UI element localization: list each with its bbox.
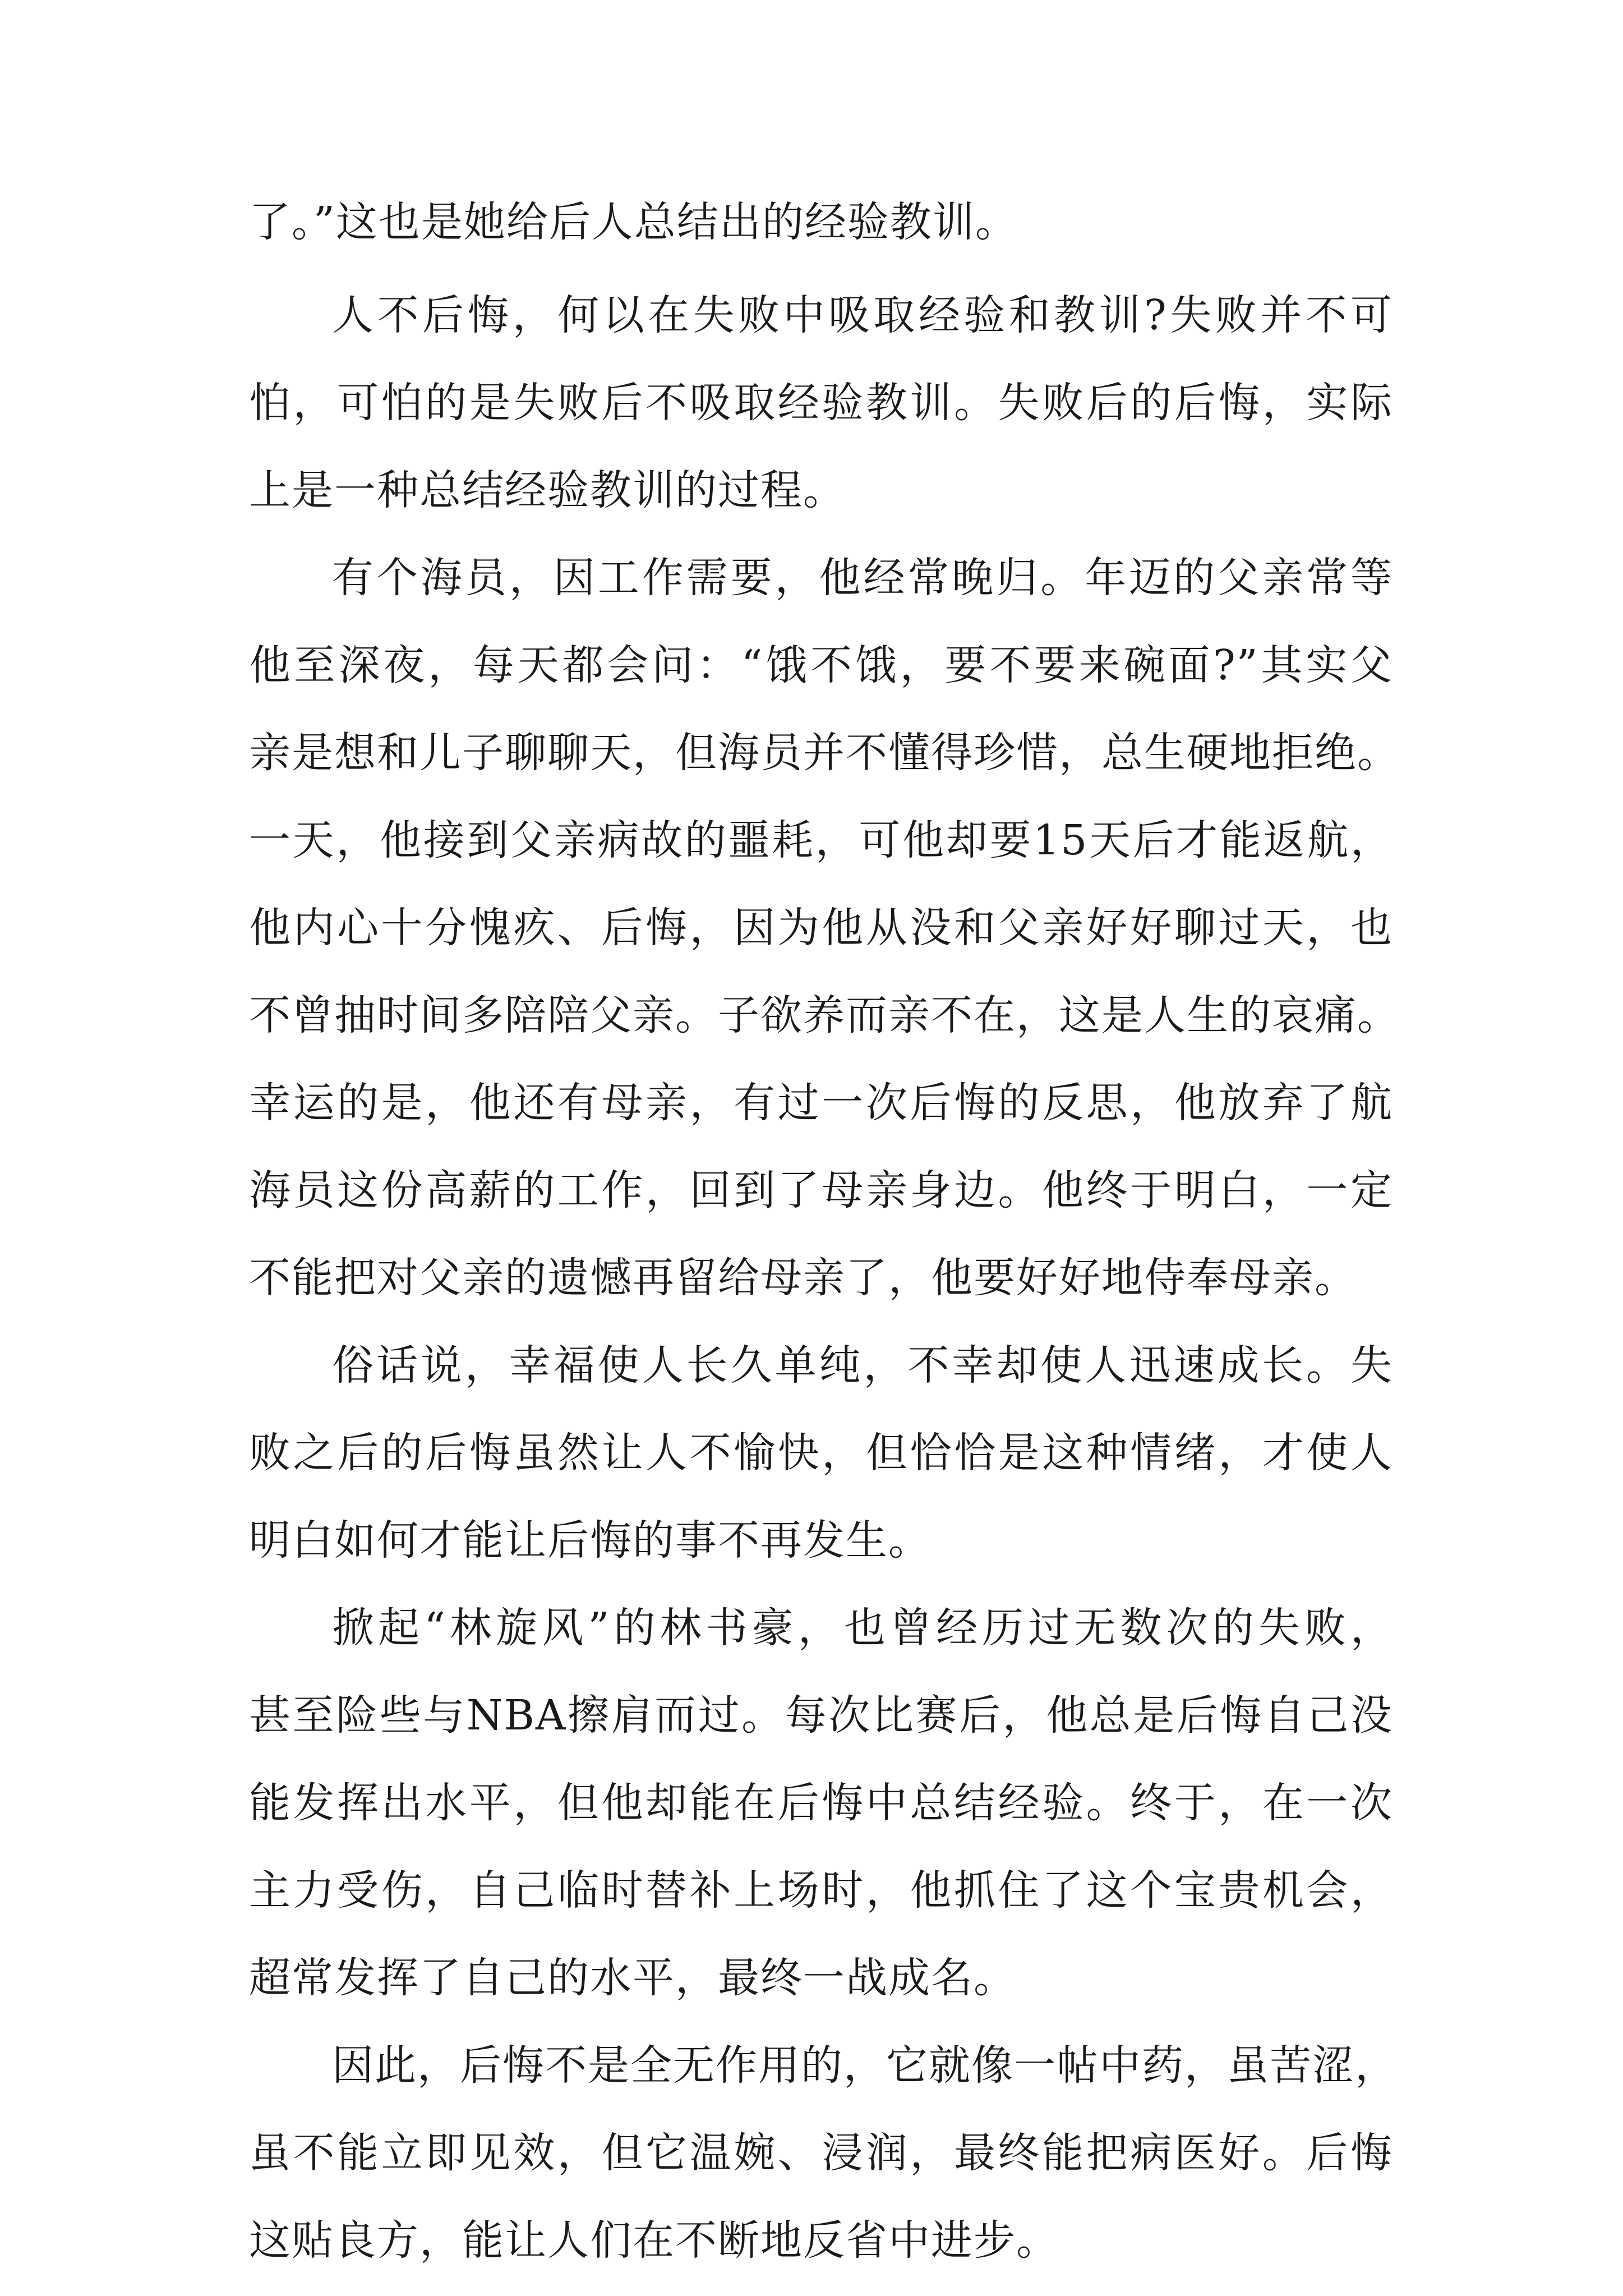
text-line: 不能把对父亲的遗憾再留给母亲了，他要好好地侍奉母亲。 xyxy=(249,1254,1357,1302)
paragraph-first-line: 因此，后悔不是全无作用的，它就像一帖中药，虽苦涩， xyxy=(332,2041,1398,2090)
text-line: 一天，他接到父亲病故的噩耗，可他却要15天后才能返航， xyxy=(249,816,1393,864)
paragraph-first-line: 掀起“林旋风”的林书豪，也曾经历过无数次的失败， xyxy=(332,1604,1393,1652)
text-line: 这贴良方，能让人们在不断地反省中进步。 xyxy=(249,2216,1059,2265)
text-line: 他内心十分愧疚、后悔，因为他从没和父亲好好聊过天，也 xyxy=(249,904,1393,952)
text-line: 能发挥出水平，但他却能在后悔中总结经验。终于，在一次 xyxy=(249,1779,1393,1827)
text-line: 他至深夜，每天都会问：“饿不饿，要不要来碗面?”其实父 xyxy=(249,641,1393,689)
text-line: 了。”这也是她给后人总结出的经验教训。 xyxy=(249,198,1018,246)
text-line: 上是一种总结经验教训的过程。 xyxy=(249,466,846,514)
text-line: 明白如何才能让后悔的事不再发生。 xyxy=(249,1516,931,1565)
text-line: 虽不能立即见效，但它温婉、浸润，最终能把病医好。后悔 xyxy=(249,2129,1393,2177)
text-line: 主力受伤，自己临时替补上场时，他抓住了这个宝贵机会， xyxy=(249,1866,1393,1915)
text-line: 怕，可怕的是失败后不吸取经验教训。失败后的后悔，实际 xyxy=(249,379,1393,427)
text-line: 超常发挥了自己的水平，最终一战成名。 xyxy=(249,1954,1016,2002)
text-line: 甚至险些与NBA擦肩而过。每次比赛后，他总是后悔自己没 xyxy=(249,1691,1393,1740)
text-line: 败之后的后悔虽然让人不愉快，但恰恰是这种情绪，才使人 xyxy=(249,1429,1393,1477)
text-line: 幸运的是，他还有母亲，有过一次后悔的反思，他放弃了航 xyxy=(249,1079,1393,1127)
text-line: 不曾抽时间多陪陪父亲。子欲养而亲不在，这是人生的哀痛。 xyxy=(249,991,1400,1039)
text-line: 海员这份高薪的工作，回到了母亲身边。他终于明白，一定 xyxy=(249,1166,1393,1214)
paragraph-first-line: 有个海员，因工作需要，他经常晚归。年迈的父亲常等 xyxy=(332,554,1393,602)
text-line: 亲是想和儿子聊聊天，但海员并不懂得珍惜，总生硬地拒绝。 xyxy=(249,729,1400,777)
paragraph-first-line: 人不后悔，何以在失败中吸取经验和教训?失败并不可 xyxy=(332,291,1393,339)
paragraph-first-line: 俗话说，幸福使人长久单纯，不幸却使人迅速成长。失 xyxy=(332,1341,1393,1389)
